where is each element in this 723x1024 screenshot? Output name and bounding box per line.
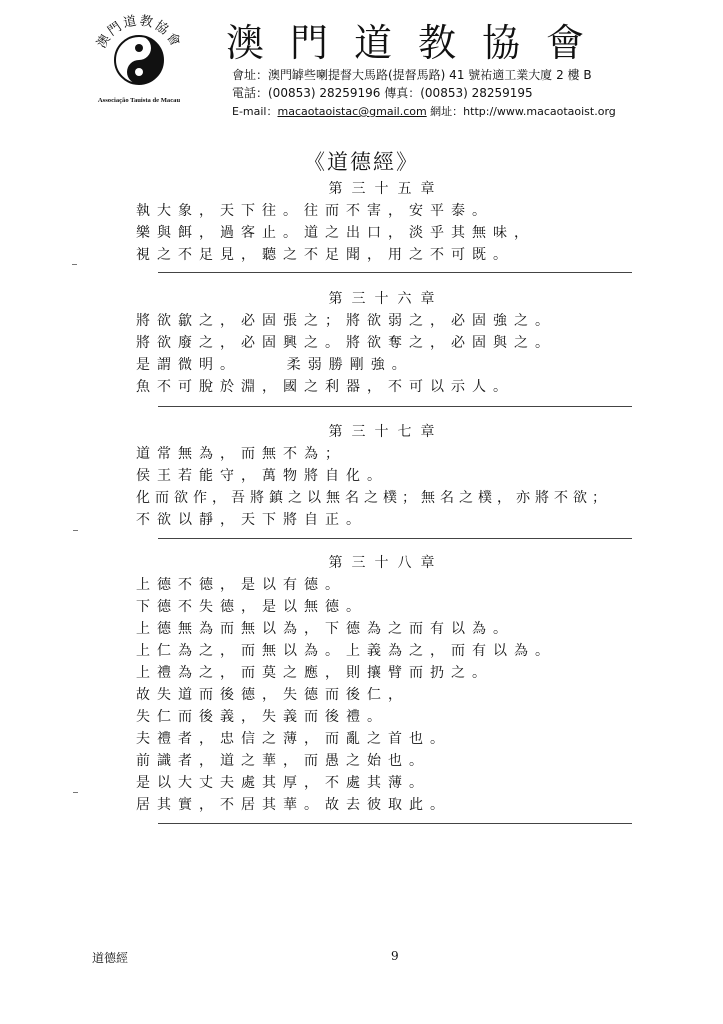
footer-title: 道德經 <box>92 951 129 965</box>
email-website-line <box>232 103 616 119</box>
verse-line: 是以大丈夫處其厚，不處其薄。 <box>136 775 430 791</box>
chapter-heading: 第三十六章 <box>328 291 444 307</box>
page-number: 9 <box>391 949 399 963</box>
logo-arc-text: 澳門道教協會 <box>94 14 184 52</box>
verse-line: 將欲廢之，必固興之。將欲奪之，必固與之。 <box>136 335 556 351</box>
phone-fax-line: 電話：(00853) 28259196 傳真：(00853) 28259195 <box>232 86 533 100</box>
verse-line: 上德無為而無以為，下德為之而有以為。 <box>136 621 514 637</box>
scan-speck <box>72 264 77 265</box>
chapter-37 <box>136 421 636 531</box>
address-line: 會址：澳門罅些喇提督大馬路(提督馬路) 41 號祐適工業大廈 2 樓 B <box>232 68 592 82</box>
verse-line: 夫禮者，忠信之薄，而亂之首也。 <box>136 731 451 747</box>
email-link[interactable]: macaotaoistac@gmail.com <box>277 105 427 118</box>
section-divider <box>158 406 632 407</box>
verse-line: 樂與餌，過客止。道之出口，淡乎其無味， <box>136 225 535 241</box>
verse-line: 上德不德，是以有德。 <box>136 577 346 593</box>
section-divider <box>158 823 632 824</box>
chapter-35 <box>136 178 636 266</box>
yin-yang-icon <box>115 36 163 84</box>
verse-line: 將欲歙之，必固張之；將欲弱之，必固強之。 <box>136 313 556 329</box>
verse-line: 上禮為之，而莫之應，則攘臂而扔之。 <box>136 665 493 681</box>
verse-line: 下德不失德，是以無德。 <box>136 599 367 615</box>
verse-line: 失仁而後義，失義而後禮。 <box>136 709 388 725</box>
verse-line: 道常無為，而無不為； <box>136 446 346 462</box>
verse-line: 不欲以靜，天下將自正。 <box>136 512 367 528</box>
organization-name: 澳門道教協會 <box>226 21 611 65</box>
verse-line: 化而欲作，吾將鎮之以無名之樸；無名之樸，亦將不欲； <box>136 490 611 506</box>
verse-line: 居其實，不居其華。故去彼取此。 <box>136 797 451 813</box>
verse-line: 執大象，天下往。往而不害，安平泰。 <box>136 203 493 219</box>
scan-speck <box>73 792 78 793</box>
chapter-38 <box>136 552 636 816</box>
scan-speck <box>73 530 78 531</box>
verse-line: 視之不足見，聽之不足聞，用之不可既。 <box>136 247 514 263</box>
verse-line: 上仁為之，而無以為。上義為之，而有以為。 <box>136 643 556 659</box>
taoist-association-logo <box>88 14 190 106</box>
chapter-36 <box>136 288 636 398</box>
verse-line: 故失道而後德，失德而後仁， <box>136 687 409 703</box>
verse-line: 魚不可脫於淵，國之利器，不可以示人。 <box>136 379 514 395</box>
logo-caption: Associação Tauista de Macau <box>97 97 181 104</box>
chapter-heading: 第三十五章 <box>328 181 444 197</box>
chapter-heading: 第三十七章 <box>328 424 444 440</box>
section-divider <box>158 272 632 273</box>
email-label: E-mail： <box>232 105 278 118</box>
document-title: 《道德經》 <box>304 150 419 174</box>
chapter-heading: 第三十八章 <box>328 555 444 571</box>
verse-line: 是謂微明。 柔弱勝剛強。 <box>136 357 413 373</box>
website-text: 網址：http://www.macaotaoist.org <box>426 105 616 118</box>
section-divider <box>158 538 632 539</box>
verse-line: 侯王若能守，萬物將自化。 <box>136 468 388 484</box>
verse-line: 前識者，道之華，而愚之始也。 <box>136 753 430 769</box>
